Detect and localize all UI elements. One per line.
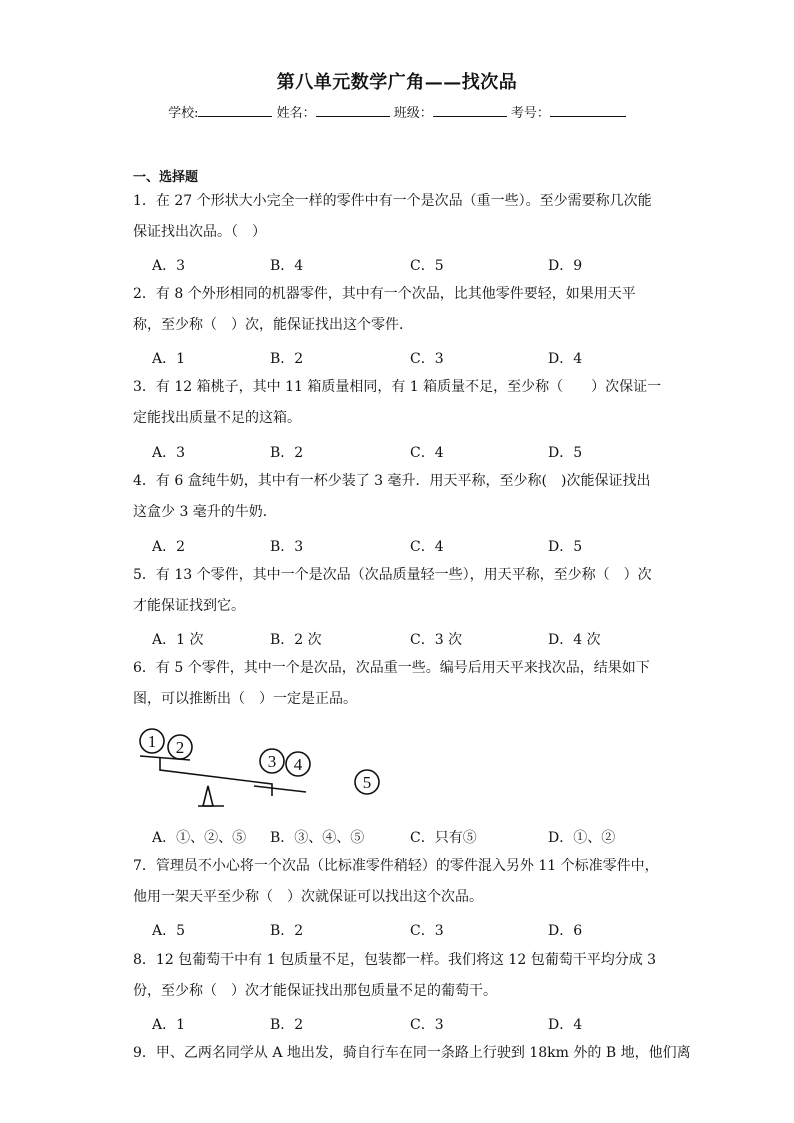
page-title: 第八单元数学广角——找次品: [276, 72, 518, 93]
option-d[interactable]: D．4: [548, 1017, 583, 1033]
option-b[interactable]: B．2: [270, 445, 304, 461]
option-b[interactable]: B．2: [270, 1017, 304, 1033]
option-c[interactable]: C．3: [410, 1017, 444, 1033]
question-3: 3．有 12 箱桃子，其中 11 箱质量相同，有 1 箱质量不足，至少称（ ）次保证一定能找出质量不足的这箱。: [133, 379, 662, 426]
option-a[interactable]: A．①、②、⑤: [152, 830, 247, 846]
balance-beam: [160, 758, 272, 796]
option-d[interactable]: D．5: [548, 539, 583, 555]
question-8-options: [152, 1014, 672, 1034]
question-4-options: [152, 536, 672, 556]
option-d[interactable]: D．①、②: [548, 830, 616, 846]
question-1-options: [152, 255, 672, 275]
option-a[interactable]: A．1: [152, 1017, 186, 1033]
option-c[interactable]: C．3 次: [410, 632, 463, 648]
right-pan: [254, 786, 306, 792]
option-c[interactable]: C．只有⑤: [410, 830, 477, 846]
student-info-line: [0, 102, 794, 121]
ball-3-label: 3: [267, 752, 277, 771]
ball-4-label: 4: [293, 755, 303, 774]
option-b[interactable]: B．2 次: [270, 632, 322, 648]
option-a[interactable]: A．1 次: [152, 632, 204, 648]
option-b[interactable]: B．2: [270, 923, 304, 939]
question-1: 1．在 27 个形状大小完全一样的零件中有一个是次品（重一些）。至少需要称几次能保证找出次品。（ ）: [133, 193, 652, 240]
id-blank[interactable]: [550, 104, 626, 117]
question-7: 7．管理员不小心将一个次品（比标准零件稍轻）的零件混入另外 11 个标准零件中，他用一架天平至少称（ ）次就保证可以找出这个次品。: [133, 858, 659, 905]
class-blank[interactable]: [433, 104, 507, 117]
school-label: 学校:: [168, 106, 199, 121]
balance-scale-figure: [132, 720, 392, 816]
ball-1-label: 1: [147, 732, 157, 751]
option-a[interactable]: A．1: [152, 351, 186, 367]
question-8: 8．12 包葡萄干中有 1 包质量不足，包装都一样。我们将这 12 包葡萄干平均分成 3 份，至少称（ ）次才能保证找出那包质量不足的葡萄干。: [133, 952, 657, 999]
option-d[interactable]: D．9: [548, 258, 583, 274]
option-b[interactable]: B．2: [270, 351, 304, 367]
option-d[interactable]: D．4 次: [548, 632, 601, 648]
question-2-options: [152, 348, 672, 368]
question-5-options: [152, 629, 672, 649]
option-b[interactable]: B．4: [270, 258, 304, 274]
ball-5-label: 5: [362, 773, 372, 792]
option-b[interactable]: B．3: [270, 539, 304, 555]
question-9: 9．甲、乙两名同学从 A 地出发，骑自行车在同一条路上行驶到 18km 外的 B 地，他们离: [133, 1045, 691, 1061]
option-c[interactable]: C．4: [410, 445, 444, 461]
option-d[interactable]: D．6: [548, 923, 583, 939]
option-a[interactable]: A．5: [152, 923, 186, 939]
school-blank[interactable]: [198, 104, 272, 117]
option-a[interactable]: A．3: [152, 258, 186, 274]
question-6-options: [152, 827, 672, 847]
option-c[interactable]: C．4: [410, 539, 444, 555]
id-label: 考号：: [510, 106, 550, 121]
question-4: 4．有 6 盒纯牛奶，其中有一杯少装了 3 毫升．用天平称，至少称( )次能保证找出这盒少 3 毫升的牛奶．: [133, 473, 651, 520]
question-7-options: [152, 920, 672, 940]
question-2: 2．有 8 个外形相同的机器零件，其中有一个次品，比其他零件要轻，如果用天平称，至少称（ ）次，能保证找出这个零件．: [133, 286, 636, 333]
option-a[interactable]: A．2: [152, 539, 186, 555]
name-blank[interactable]: [316, 104, 390, 117]
class-label: 班级：: [393, 106, 433, 121]
option-c[interactable]: C．5: [410, 258, 444, 274]
option-c[interactable]: C．3: [410, 923, 444, 939]
fulcrum: [203, 786, 213, 806]
option-d[interactable]: D．5: [548, 445, 583, 461]
option-a[interactable]: A．3: [152, 445, 186, 461]
question-3-options: [152, 442, 672, 462]
section-title: 一、选择题: [133, 170, 199, 185]
name-label: 姓名：: [276, 106, 316, 121]
option-c[interactable]: C．3: [410, 351, 444, 367]
question-6: 6．有 5 个零件，其中一个是次品，次品重一些。编号后用天平来找次品，结果如下图，可以推断出（ ）一定是正品。: [133, 660, 650, 707]
question-5: 5．有 13 个零件，其中一个是次品（次品质量轻一些），用天平称，至少称（ ）次才能保证找到它。: [133, 567, 652, 614]
ball-2-label: 2: [175, 738, 185, 757]
option-d[interactable]: D．4: [548, 351, 583, 367]
option-b[interactable]: B．③、④、⑤: [270, 830, 365, 846]
